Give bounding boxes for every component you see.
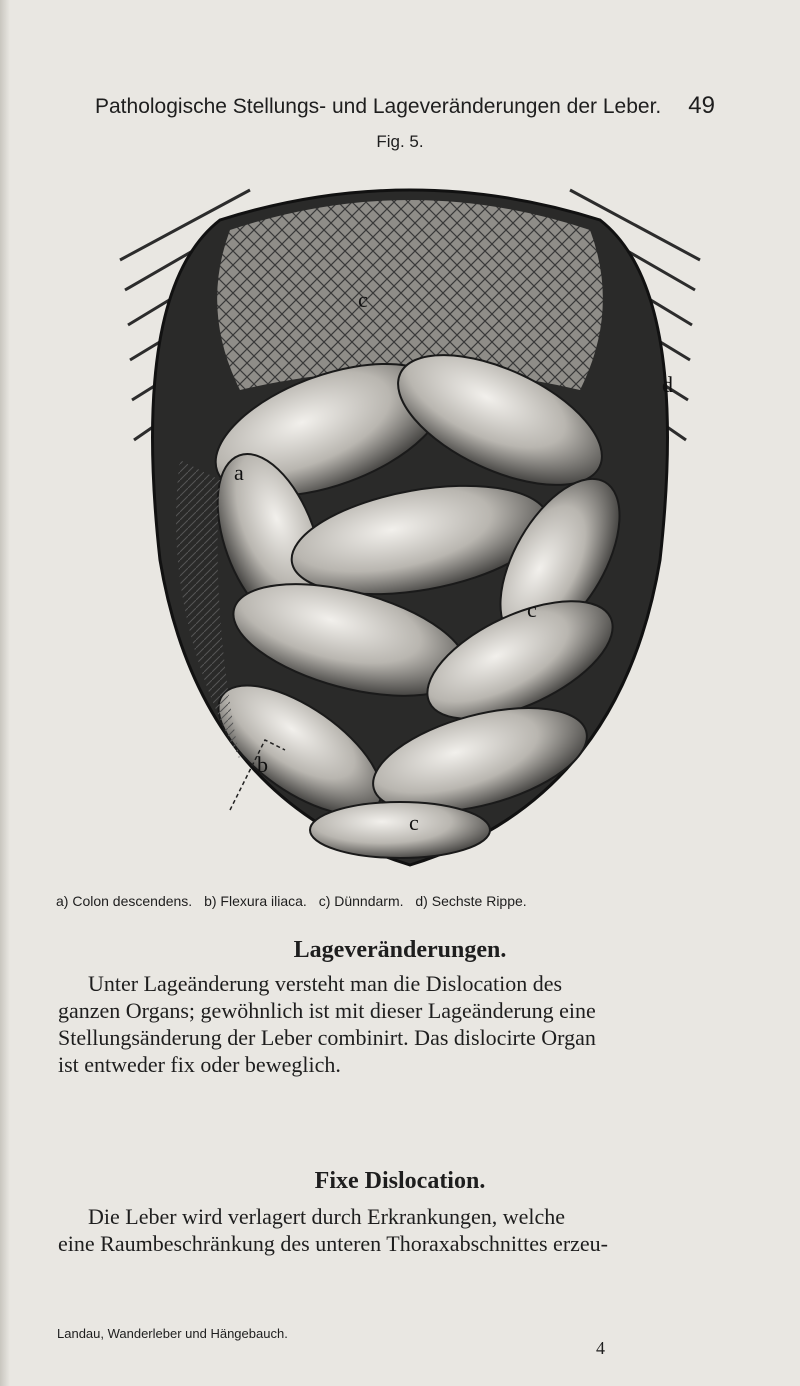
running-header [95,92,715,126]
text-line: ist entweder fix oder beweglich. [58,1052,341,1077]
text-line: Unter Lageänderung versteht man die Dislocation des [88,971,563,996]
figure-caption [56,893,776,909]
anatomical-illustration [100,160,720,875]
text-line: eine Raumbeschränkung des unteren Thoraxabschnittes erzeu- [58,1231,608,1256]
letter-b: b [257,752,268,777]
paragraph-fixe-dislocation [58,1203,748,1257]
letter-c-3: c [409,810,419,835]
caption-item-d: d) Sechste Rippe. [415,893,527,909]
caption-item-c: c) Dünndarm. [318,893,404,909]
letter-a: a [234,460,244,485]
letter-d: d [662,372,673,397]
caption-item-a: a) Colon descendens. [56,893,193,909]
thoracic-cage [217,200,603,390]
section-heading-lageveraenderungen: Lageveränderungen. [293,937,507,963]
letter-c-1: c [358,287,368,312]
signature-number: 4 [596,1338,605,1358]
running-title: Pathologische Stellungs- und Lageveränderungen der Leber. [95,95,662,118]
caption-item-b: b) Flexura iliaca. [204,893,307,909]
text-line: Die Leber wird verlagert durch Erkrankungen, welche [88,1204,566,1229]
letter-c-2: c [527,597,537,622]
text-line: ganzen Organs; gewöhnlich ist mit dieser Lageänderung eine [58,998,596,1023]
figure-label: Fig. 5. [376,132,424,151]
text-line: Stellungsänderung der Leber combinirt. Das dislocirte Organ [58,1025,596,1050]
paragraph-lageveraenderungen [58,970,748,1078]
section-heading-fixe-dislocation: Fixe Dislocation. [314,1168,486,1194]
source-note: Landau, Wanderleber und Hängebauch. [57,1326,288,1341]
page-number: 49 [688,92,715,119]
